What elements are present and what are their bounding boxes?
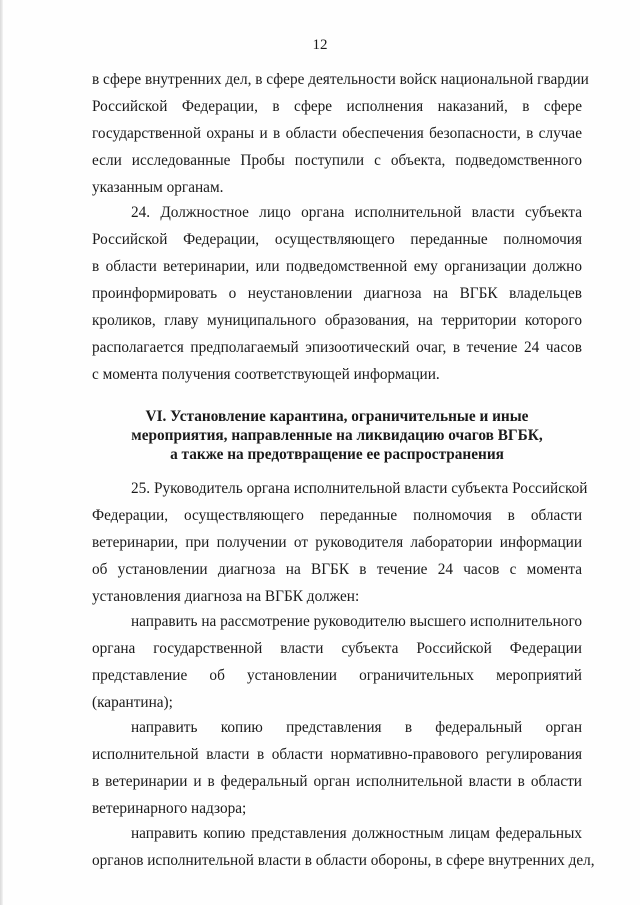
scan-edge xyxy=(0,0,3,905)
paragraph-line: проинформировать о неустановлении диагноза на ВГБК владельцев xyxy=(92,285,582,302)
paragraph-line: об установлении диагноза на ВГБК в течение 24 часов с момента xyxy=(92,561,582,578)
paragraph-line: кроликов, главу муниципального образования, на территории которого xyxy=(92,312,582,329)
paragraph-line: ветеринарии, при получении от руководителя лаборатории информации xyxy=(92,534,582,551)
section-heading-line: VI. Установление карантина, ограничительные и иные xyxy=(145,408,529,425)
section-heading-line: мероприятия, направленные на ликвидацию очагов ВГБК, xyxy=(131,427,543,444)
paragraph-line: установления диагноза на ВГБК должен: xyxy=(92,588,360,605)
paragraph-line: Российской Федерации, осуществляющего переданные полномочия xyxy=(92,231,582,248)
list-item-line: в ветеринарии и в федеральный орган исполнительной власти в области xyxy=(92,773,582,790)
paragraph-line: с момента получения соответствующей информации. xyxy=(92,366,440,383)
paragraph-line: указанным органам. xyxy=(92,179,224,196)
paragraph-line: располагается предполагаемый эпизоотический очаг, в течение 24 часов xyxy=(92,339,582,356)
list-item-line: органа государственной власти субъекта Российской Федерации xyxy=(92,640,582,657)
list-item-line: (карантина); xyxy=(92,694,173,711)
paragraph-line: в сфере внутренних дел, в сфере деятельности войск национальной гвардии xyxy=(92,71,589,88)
paragraph-line: 24. Должностное лицо органа исполнительной власти субъекта xyxy=(131,204,582,221)
list-item-line: представление об установлении ограничительных мероприятий xyxy=(92,667,582,684)
list-item-line: направить копию представления должностным лицам федеральных xyxy=(131,825,582,842)
page-number: 12 xyxy=(312,37,328,53)
list-item-line: ветеринарного надзора; xyxy=(92,800,247,817)
paragraph-line: если исследованные Пробы поступили с объекта, подведомственного xyxy=(92,152,582,169)
list-item-line: исполнительной власти в области нормативно-правового регулирования xyxy=(92,746,582,763)
paragraph-line: государственной охраны и в области обеспечения безопасности, в случае xyxy=(92,125,582,142)
list-item-line: направить копию представления в федеральный орган xyxy=(131,719,582,736)
list-item-line: направить на рассмотрение руководителю высшего исполнительного xyxy=(131,613,582,630)
paragraph-line: в области ветеринарии, или подведомственной ему организации должно xyxy=(92,258,582,275)
list-item-line: органов исполнительной власти в области обороны, в сфере внутренних дел, xyxy=(92,852,595,869)
section-heading-line: а также на предотвращение ее распространения xyxy=(170,446,504,463)
paragraph-line: 25. Руководитель органа исполнительной власти субъекта Российской xyxy=(131,480,588,497)
paragraph-line: Федерации, осуществляющего переданные полномочия в области xyxy=(92,507,582,524)
paragraph-line: Российской Федерации, в сфере исполнения наказаний, в сфере xyxy=(92,98,582,115)
